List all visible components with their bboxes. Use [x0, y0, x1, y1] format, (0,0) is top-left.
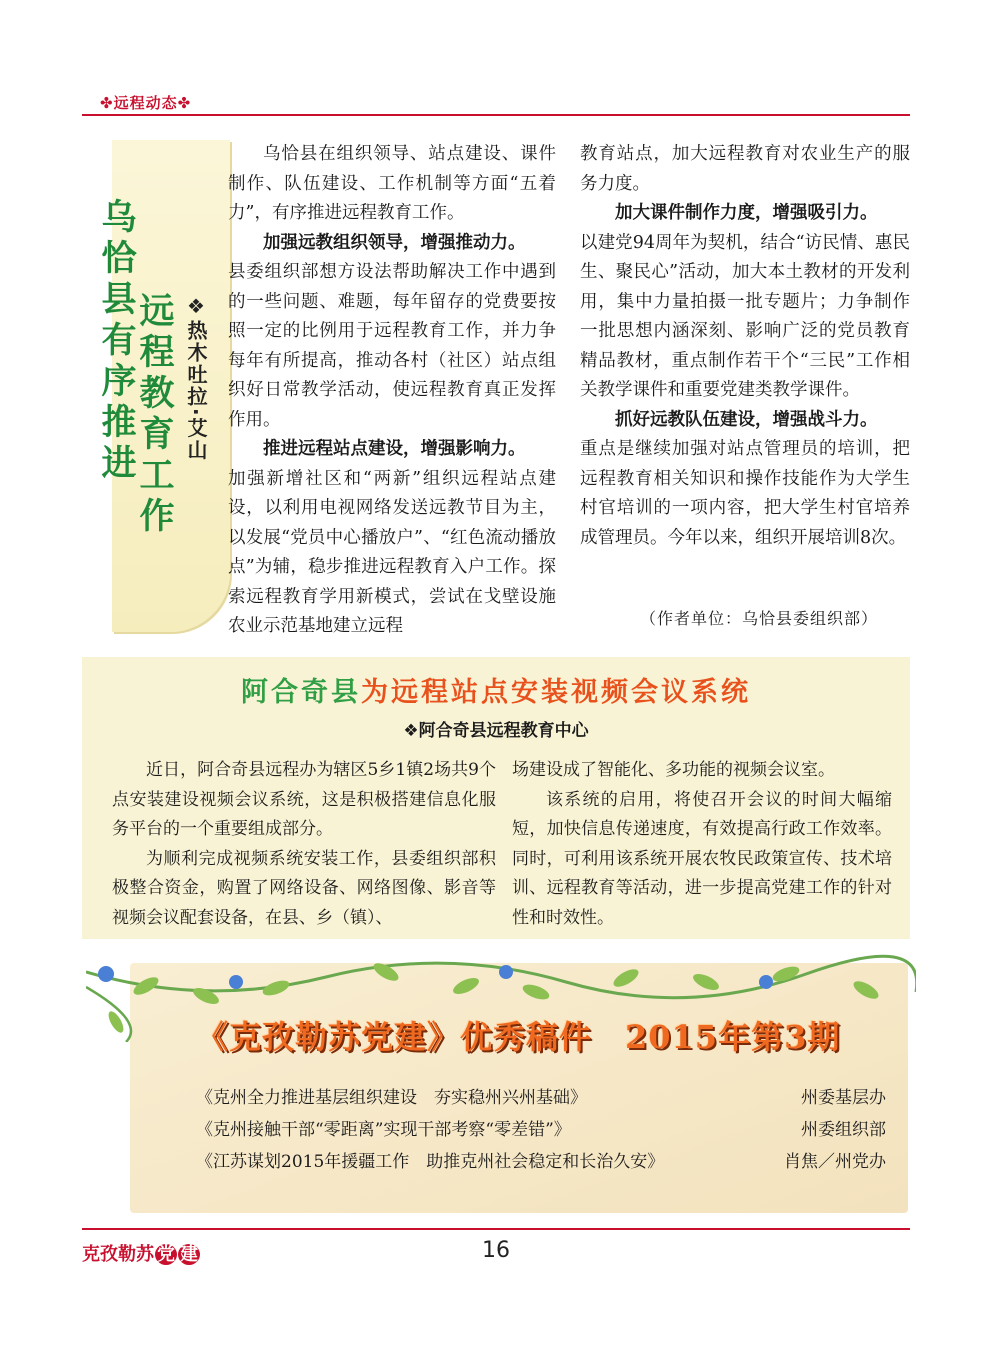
paragraph: 教育站点，加大远程教育对农业生产的服务力度。: [580, 144, 910, 194]
list-item: [196, 1082, 886, 1114]
paragraph: 该系统的启用，将使召开会议的时间大幅缩短，加快信息传递速度，有效提高行政工作效率。同时，可利用该系统开展农牧民政策宣传、技术培训、远程教育等活动，进一步提高党建工作的针对性和时效性。: [512, 789, 892, 928]
article-title-line2: 远程教育工作: [134, 292, 174, 538]
list-item: [196, 1146, 886, 1178]
list-item-title: 《克州接触干部“零距离”实现干部考察“零差错”》: [196, 1120, 571, 1140]
paragraph: 县委组织部想方设法帮助解决工作中遇到的一些问题、难题，每年留存的党费要按照一定的比例用于远程教育工作，并力争每年有所提高，推动各村（社区）站点组织好日常教学活动，使远程教育真正发挥作用。: [228, 262, 556, 430]
paragraph: 近日，阿合奇县远程办为辖区5乡1镇2场共9个点安装建设视频会议系统，这是积极搭建信息化服务平台的一个重要组成部分。: [112, 760, 496, 839]
featured-title: 《克孜勒苏党建》优秀稿件 2015年第3期: [196, 1018, 841, 1056]
news-title-county: 阿合奇县: [241, 677, 361, 708]
footer-logo-badge: 党: [157, 1244, 175, 1265]
list-item-source: 肖焦／州党办: [784, 1152, 886, 1172]
article1-column-right: [580, 140, 910, 553]
article1-column-left: [228, 140, 556, 642]
news-column-left: [112, 756, 496, 933]
paragraph-heading: 推进远程站点建设，增强影响力。: [263, 439, 526, 459]
footer-logo-badge: 建: [180, 1244, 198, 1265]
news-source: ❖阿合奇县远程教育中心: [403, 721, 589, 741]
paragraph-heading: 加强远教组织领导，增强推动力。: [263, 232, 526, 253]
footer-logo-text: 克孜勒苏: [82, 1244, 154, 1265]
news-title-rest: 为远程站点安装视频会议系统: [361, 677, 751, 708]
list-item-source: 州委组织部: [801, 1120, 886, 1140]
paragraph: 以建党94周年为契机，结合“访民情、惠民生、聚民心”活动，加大本土教材的开发利用，集中力量拍摄一批专题片；力争制作一批思想内涵深刻、影响广泛的党员教育精品教材，重点制作若干个“三民”工作相关教学课件和重要党建类教学课件。: [580, 232, 910, 400]
paragraph-heading: 加大课件制作力度，增强吸引力。: [615, 203, 878, 223]
paragraph: 为顺利完成视频系统安装工作，县委组织部积极整合资金，购置了网络设备、网络图像、影音等视频会议配套设备，在县、乡（镇）、: [112, 848, 496, 928]
news-column-right: [512, 756, 892, 933]
list-item-title: 《江苏谋划2015年援疆工作 助推克州社会稳定和长治久安》: [196, 1152, 665, 1172]
paragraph: 重点是继续加强对站点管理员的培训，把远程教育相关知识和操作技能作为大学生村官培训的一项内容，把大学生村官培养成管理员。今年以来，组织开展培训8次。: [580, 439, 910, 548]
article-byline: （作者单位：乌恰县委组织部）: [640, 609, 879, 628]
featured-list: [196, 1082, 886, 1178]
paragraph: 场建设成了智能化、多功能的视频会议室。: [512, 760, 835, 780]
footer-rule: [82, 1228, 910, 1230]
list-item-title: 《克州全力推进基层组织建设 夯实稳州兴州基础》: [196, 1088, 587, 1108]
section-tag: ✤远程动态✤: [100, 94, 192, 112]
page-number: 16: [482, 1238, 510, 1263]
paragraph: 乌恰县在组织领导、站点建设、课件制作、队伍建设、工作机制等方面“五着力”，有序推进远程教育工作。: [228, 144, 556, 223]
list-item-source: 州委基层办: [801, 1088, 886, 1108]
paragraph: 加强新增社区和“两新”组织远程站点建设，以利用电视网络发送远教节目为主，以发展“党员中心播放户”、“红色流动播放点”为辅，稳步推进远程教育入户工作。探索远程教育学用新模式，尝试在戈壁设施农业示范基地建立远程: [228, 468, 556, 636]
article-title-line1: 乌恰县有序推进: [96, 198, 136, 485]
article-author: ❖热木吐拉·艾山: [184, 294, 208, 462]
list-item: [196, 1114, 886, 1146]
header-rule: [82, 114, 910, 116]
paragraph-heading: 抓好远教队伍建设，增强战斗力。: [615, 409, 878, 430]
news-title: [82, 670, 910, 709]
